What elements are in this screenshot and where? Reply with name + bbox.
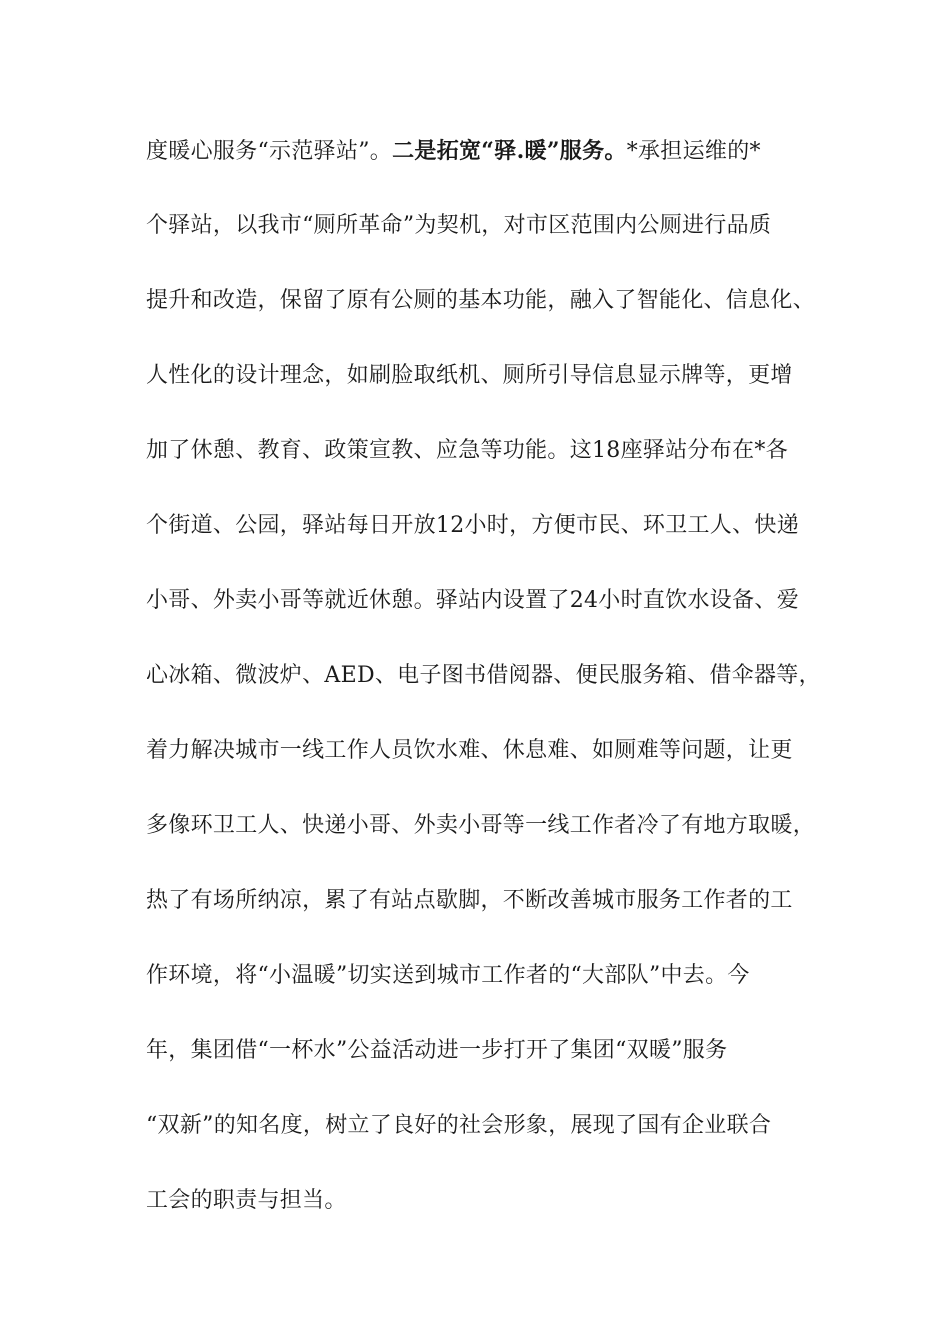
line-text: *承担运维的* — [626, 139, 761, 164]
bold-heading: 二是拓宽“驿.暖”服务。 — [392, 138, 627, 164]
paragraph-line: 工会的职责与担当。 — [146, 1188, 347, 1213]
paragraph-line: “双新”的知名度，树立了良好的社会形象，展现了国有企业联合 — [146, 1113, 772, 1138]
paragraph-line: 个街道、公园，驿站每日开放12小时，方便市民、环卫工人、快递 — [146, 513, 799, 538]
paragraph-line: 加了休憩、教育、政策宣教、应急等功能。这18座驿站分布在*各 — [146, 438, 788, 463]
line-text: 度暖心服务“示范驿站”。 — [146, 139, 393, 164]
paragraph-line: 人性化的设计理念，如刷脸取纸机、厕所引导信息显示牌等，更增 — [146, 363, 793, 388]
paragraph-line: 多像环卫工人、快递小哥、外卖小哥等一线工作者冷了有地方取暖， — [146, 813, 816, 838]
paragraph-line — [146, 136, 826, 166]
paragraph-line: 作环境，将“小温暖”切实送到城市工作者的“大部队”中去。今 — [146, 963, 750, 988]
paragraph-line: 小哥、外卖小哥等就近休憩。驿站内设置了24小时直饮水设备、爱 — [146, 588, 799, 613]
paragraph-line: 年，集团借“一杯水”公益活动进一步打开了集团“双暖”服务 — [146, 1038, 728, 1063]
paragraph-line: 着力解决城市一线工作人员饮水难、休息难、如厕难等问题，让更 — [146, 738, 793, 763]
paragraph-line: 心冰箱、微波炉、AED、电子图书借阅器、便民服务箱、借伞器等， — [146, 663, 821, 688]
paragraph-line: 热了有场所纳凉，累了有站点歇脚，不断改善城市服务工作者的工 — [146, 888, 793, 913]
paragraph-line: 提升和改造，保留了原有公厕的基本功能，融入了智能化、信息化、 — [146, 288, 816, 313]
paragraph-line: 个驿站，以我市“厕所革命”为契机，对市区范围内公厕进行品质 — [146, 213, 772, 238]
